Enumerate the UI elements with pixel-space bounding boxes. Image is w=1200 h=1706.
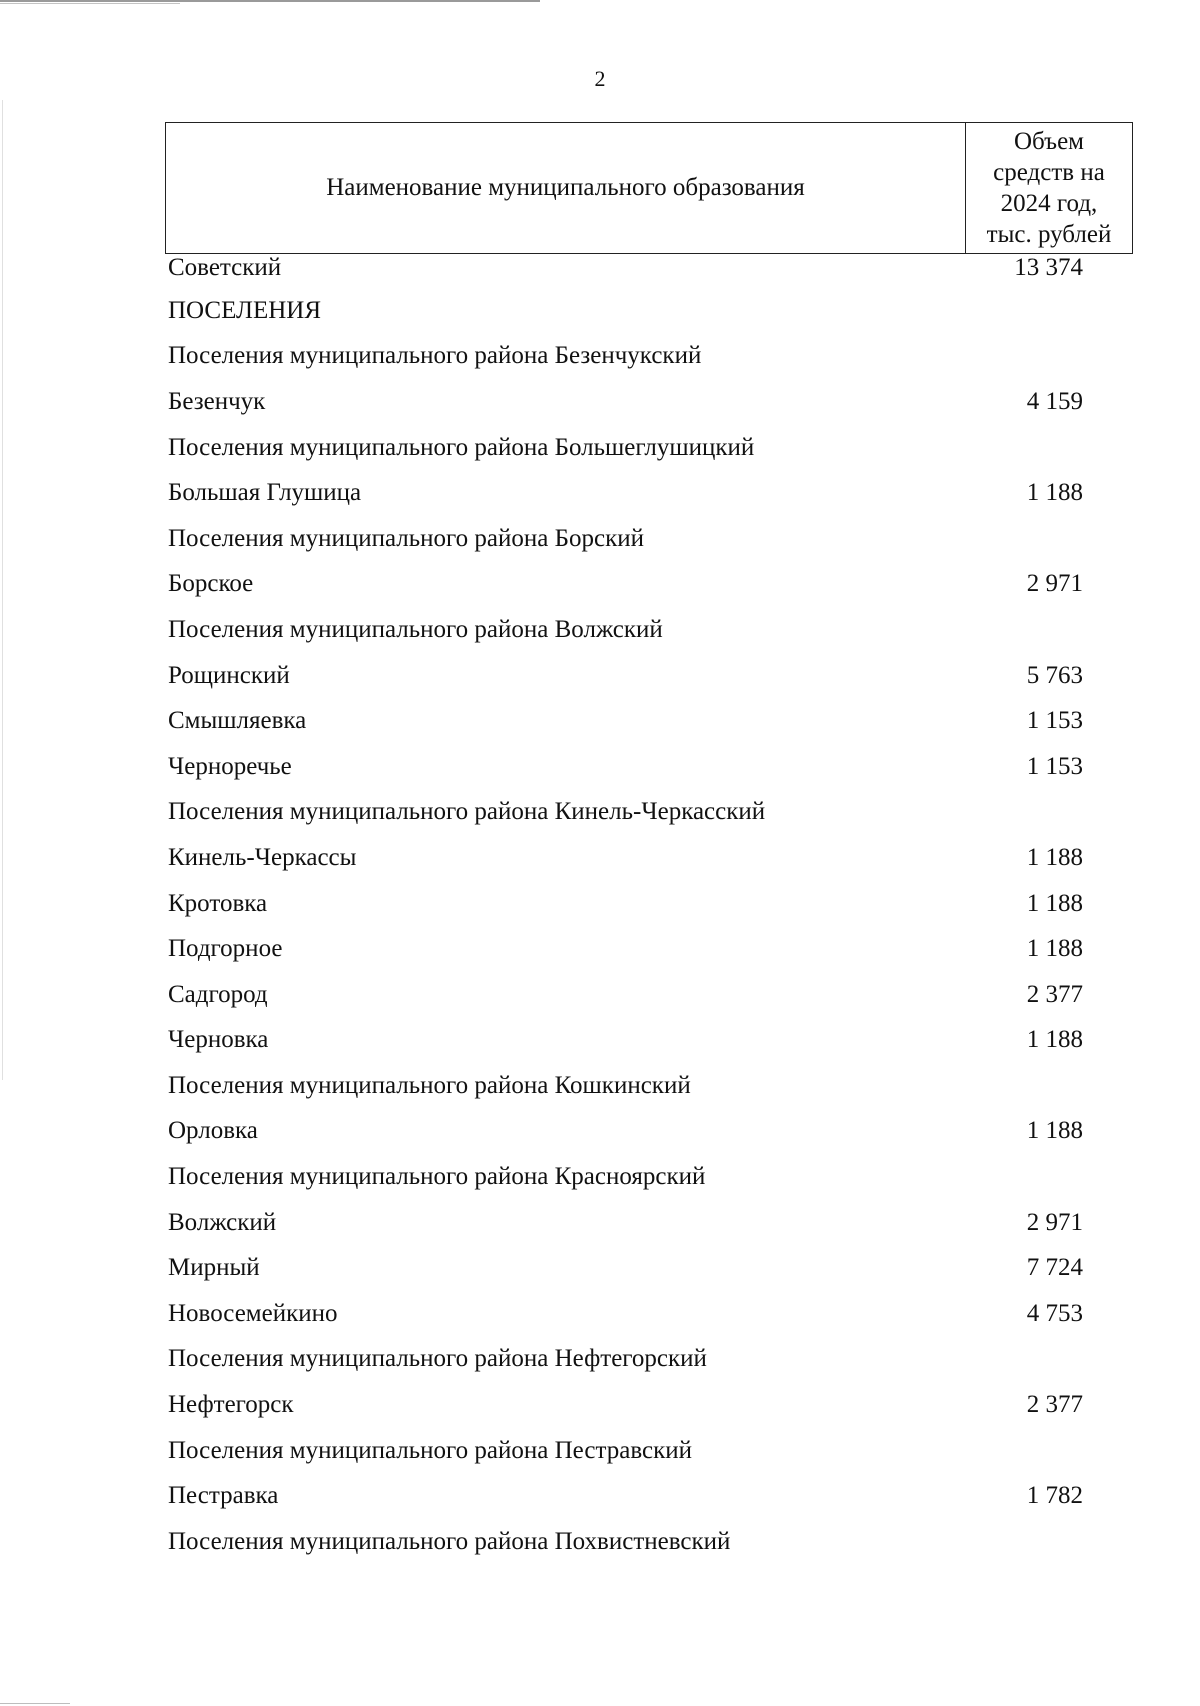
- table-row: [168, 790, 1128, 836]
- municipality-name: Смышляевка: [168, 707, 307, 735]
- municipality-name: Новосемейкино: [168, 1299, 338, 1327]
- municipality-name: Безенчук: [168, 387, 266, 415]
- table-header: [165, 122, 1133, 254]
- municipality-name: Поселения муниципального района Кинель-Черкасский: [168, 798, 766, 826]
- table-row: [168, 334, 1128, 380]
- municipality-name: Поселения муниципального района Пестравский: [168, 1436, 692, 1464]
- table-row: [168, 1291, 1128, 1337]
- amount-value: 2 971: [1026, 570, 1083, 598]
- municipality-name: Борское: [168, 570, 254, 598]
- table-row: [168, 972, 1128, 1018]
- amount-value: 1 188: [1026, 843, 1083, 871]
- table-row: [168, 926, 1128, 972]
- amount-value: 2 377: [1026, 1391, 1083, 1419]
- amount-value: 13 374: [1014, 254, 1083, 281]
- table-row: [168, 1200, 1128, 1246]
- header-name-column: Наименование муниципального образования: [166, 123, 966, 253]
- municipality-name: Рощинский: [168, 661, 290, 689]
- amount-value: 1 188: [1026, 479, 1083, 507]
- amount-value: 1 782: [1026, 1482, 1083, 1510]
- table-row: [168, 1473, 1128, 1519]
- municipality-name: Поселения муниципального района Большеглушицкий: [168, 433, 755, 461]
- scan-edge-bottom: [0, 1703, 70, 1704]
- table-row: [168, 379, 1128, 425]
- table-row: [168, 1428, 1128, 1474]
- table-row: [168, 607, 1128, 653]
- municipality-name: Подгорное: [168, 935, 283, 963]
- municipality-name: Поселения муниципального района Борский: [168, 524, 644, 552]
- municipality-name: Поселения муниципального района Красноярский: [168, 1163, 706, 1191]
- table-row: [168, 1382, 1128, 1428]
- header-amount-column: Объем средств на 2024 год, тыс. рублей: [986, 128, 1112, 248]
- table-row: [168, 1109, 1128, 1155]
- municipality-name: Советский: [168, 254, 282, 281]
- table-row: [168, 698, 1128, 744]
- municipality-name: Черновка: [168, 1026, 269, 1054]
- amount-value: 2 377: [1026, 980, 1083, 1008]
- table-row: [168, 562, 1128, 608]
- municipality-name: Большая Глушица: [168, 479, 362, 507]
- municipality-name: Пестравка: [168, 1482, 279, 1510]
- table-row: [168, 1245, 1128, 1291]
- municipality-name: Садгород: [168, 980, 268, 1008]
- table-row: [168, 744, 1128, 790]
- scan-edge-left: [2, 100, 3, 1080]
- amount-value: 4 159: [1026, 387, 1083, 415]
- municipality-name: Кротовка: [168, 889, 268, 917]
- amount-value: 1 188: [1026, 1026, 1083, 1054]
- amount-value: 7 724: [1026, 1254, 1083, 1282]
- table-row: [168, 653, 1128, 699]
- municipality-name: Нефтегорск: [168, 1391, 294, 1419]
- municipality-name: Поселения муниципального района Похвистневский: [168, 1527, 731, 1555]
- table-row: [168, 516, 1128, 562]
- table-row: [168, 835, 1128, 881]
- amount-value: 2 971: [1026, 1208, 1083, 1236]
- amount-value: 1 153: [1026, 707, 1083, 735]
- table-row: [168, 470, 1128, 516]
- municipality-name: Орловка: [168, 1117, 258, 1145]
- scan-edge-top: [0, 0, 540, 2]
- page-number: 2: [594, 66, 606, 91]
- table-row: [168, 425, 1128, 471]
- amount-value: 1 153: [1026, 752, 1083, 780]
- amount-value: 1 188: [1026, 1117, 1083, 1145]
- municipality-name: Кинель-Черкассы: [168, 843, 357, 871]
- municipality-name: Поселения муниципального района Нефтегорский: [168, 1345, 707, 1373]
- table-row: [168, 881, 1128, 927]
- municipality-name: Поселения муниципального района Кошкинский: [168, 1071, 691, 1099]
- table-row: [168, 288, 1128, 334]
- table-row: [168, 1154, 1128, 1200]
- amount-value: 4 753: [1026, 1299, 1083, 1327]
- amount-value: 1 188: [1026, 889, 1083, 917]
- table-row: [168, 1519, 1128, 1565]
- municipality-name: Поселения муниципального района Безенчукский: [168, 342, 702, 370]
- table-row: [168, 1018, 1128, 1064]
- table-row: [168, 254, 1128, 288]
- municipality-name: Мирный: [168, 1254, 260, 1282]
- table-row: [168, 1063, 1128, 1109]
- municipality-name: Черноречье: [168, 752, 292, 780]
- amount-value: 1 188: [1026, 935, 1083, 963]
- municipality-name: ПОСЕЛЕНИЯ: [168, 296, 322, 324]
- municipality-name: Поселения муниципального района Волжский: [168, 615, 663, 643]
- table-row: [168, 1337, 1128, 1383]
- scan-edge-top-secondary: [0, 3, 180, 4]
- table-body: [168, 254, 1128, 1565]
- municipality-name: Волжский: [168, 1208, 277, 1236]
- amount-value: 5 763: [1026, 661, 1083, 689]
